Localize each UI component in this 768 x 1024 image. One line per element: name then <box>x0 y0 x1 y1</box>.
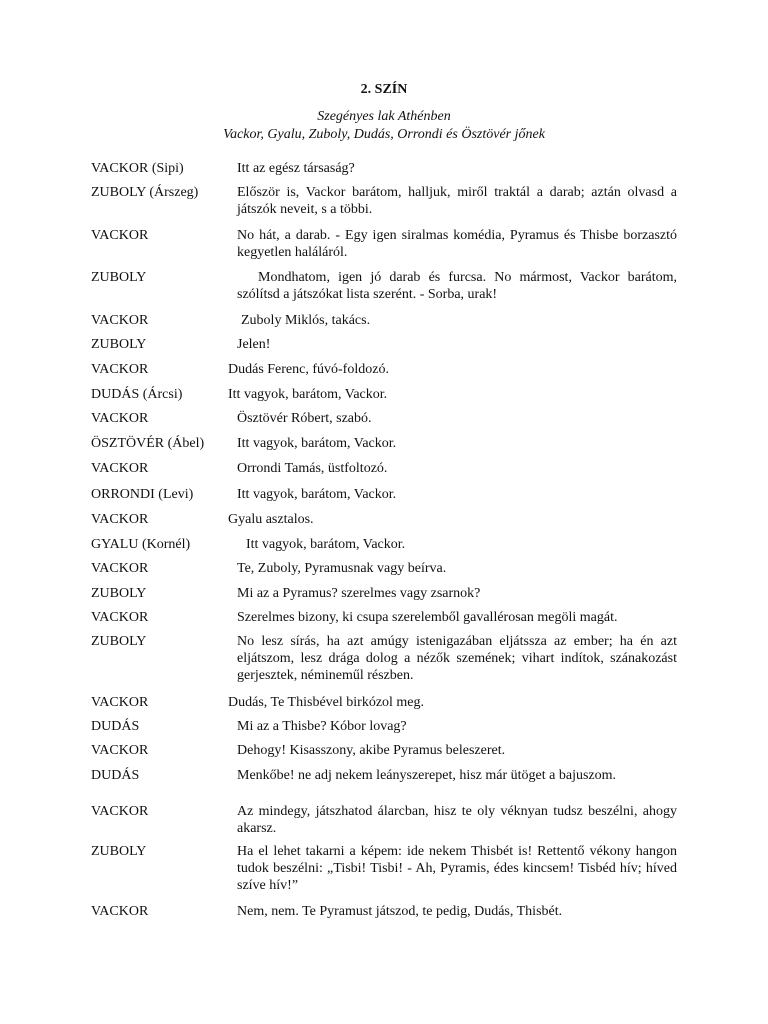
speaker-name: VACKOR <box>91 904 149 919</box>
speaker-name: GYALU (Kornél) <box>91 537 191 552</box>
speaker-name: VACKOR <box>91 228 149 243</box>
speaker-name: ZUBOLY <box>91 337 147 352</box>
line-text: Itt az egész társaság? <box>237 161 355 176</box>
speaker-name: VACKOR <box>91 461 149 476</box>
line-text: Gyalu asztalos. <box>228 512 314 527</box>
speaker-name: ZUBOLY <box>91 270 147 285</box>
line-text: Dudás, Te Thisbével birkózol meg. <box>228 695 425 710</box>
line-text: Nem, nem. Te Pyramust játszod, te pedig, Dudás, Thisbét. <box>237 904 563 919</box>
stage-direction: Vackor, Gyalu, Zuboly, Dudás, Orrondi és Ösztövér jőnek <box>223 127 545 142</box>
speaker-name: VACKOR <box>91 695 149 710</box>
speaker-name: VACKOR <box>91 610 149 625</box>
line-text: Te, Zuboly, Pyramusnak vagy beírva. <box>237 561 447 576</box>
scene-setting: Szegényes lak Athénben <box>317 109 451 124</box>
line-text: No lesz sírás, ha azt amúgy istenigazában eljátssza az ember; ha én azt eljátszom, lesz drága dolog a nézők szemének; vihart indítok, szánakozást gerjesztek, némineműl részben. <box>237 634 677 683</box>
line-text: Szerelmes bizony, ki csupa szerelemből gavallérosan megöli magát. <box>237 610 618 625</box>
line-text: Dehogy! Kisasszony, akibe Pyramus beleszeret. <box>237 743 506 758</box>
line-text: Zuboly Miklós, takács. <box>241 313 371 328</box>
line-text: Jelen! <box>237 337 271 352</box>
speaker-name: VACKOR <box>91 561 149 576</box>
speaker-name: DUDÁS <box>91 719 140 734</box>
speaker-name: ÖSZTÖVÉR (Ábel) <box>91 436 205 451</box>
speaker-name: VACKOR <box>91 804 149 819</box>
speaker-name: ZUBOLY <box>91 586 147 601</box>
speaker-name: VACKOR <box>91 362 149 377</box>
line-text: Először is, Vackor barátom, halljuk, miről traktál a darab; aztán olvasd a játszók neveit, s a többi. <box>237 185 677 217</box>
line-text: Orrondi Tamás, üstfoltozó. <box>237 461 388 476</box>
line-text: Itt vagyok, barátom, Vackor. <box>237 487 397 502</box>
line-text: Itt vagyok, barátom, Vackor. <box>228 387 388 402</box>
line-text: Dudás Ferenc, fúvó-foldozó. <box>228 362 389 377</box>
line-text: Az mindegy, játszhatod álarcban, hisz te oly véknyan tudsz beszélni, ahogy akarsz. <box>237 804 677 836</box>
line-text: Ha el lehet takarni a képem: ide nekem Thisbét is! Rettentő vékony hangon tudok beszélni: „Tisbi! Tisbi! - Ah, Pyramis, édes kincsem! Tisbéd hív; híved szíve hív!” <box>237 844 677 893</box>
speaker-name: ZUBOLY <box>91 844 147 859</box>
speaker-name: DUDÁS <box>91 768 140 783</box>
speaker-name: VACKOR <box>91 512 149 527</box>
line-text: Menkőbe! ne adj nekem leányszerepet, hisz már ütöget a bajuszom. <box>237 768 617 783</box>
scene-title: 2. SZÍN <box>360 82 408 97</box>
line-text: Ösztövér Róbert, szabó. <box>237 411 372 426</box>
line-text: Mi az a Pyramus? szerelmes vagy zsarnok? <box>237 586 481 601</box>
line-text: Itt vagyok, barátom, Vackor. <box>246 537 406 552</box>
speaker-name: VACKOR (Sipi) <box>91 161 184 176</box>
speaker-name: ORRONDI (Levi) <box>91 487 194 502</box>
line-text: Mi az a Thisbe? Kóbor lovag? <box>237 719 407 734</box>
speaker-name: VACKOR <box>91 313 149 328</box>
line-text: No hát, a darab. - Egy igen siralmas komédia, Pyramus és Thisbe borzasztó kegyetlen haláláról. <box>237 228 677 260</box>
line-text: Itt vagyok, barátom, Vackor. <box>237 436 397 451</box>
speaker-name: VACKOR <box>91 743 149 758</box>
speaker-name: ZUBOLY (Árszeg) <box>91 185 199 200</box>
speaker-name: DUDÁS (Árcsi) <box>91 387 183 402</box>
line-text: Mondhatom, igen jó darab és furcsa. No mármost, Vackor barátom, szólítsd a játszókat lista szerént. - Sorba, urak! <box>237 270 677 302</box>
speaker-name: ZUBOLY <box>91 634 147 649</box>
speaker-name: VACKOR <box>91 411 149 426</box>
